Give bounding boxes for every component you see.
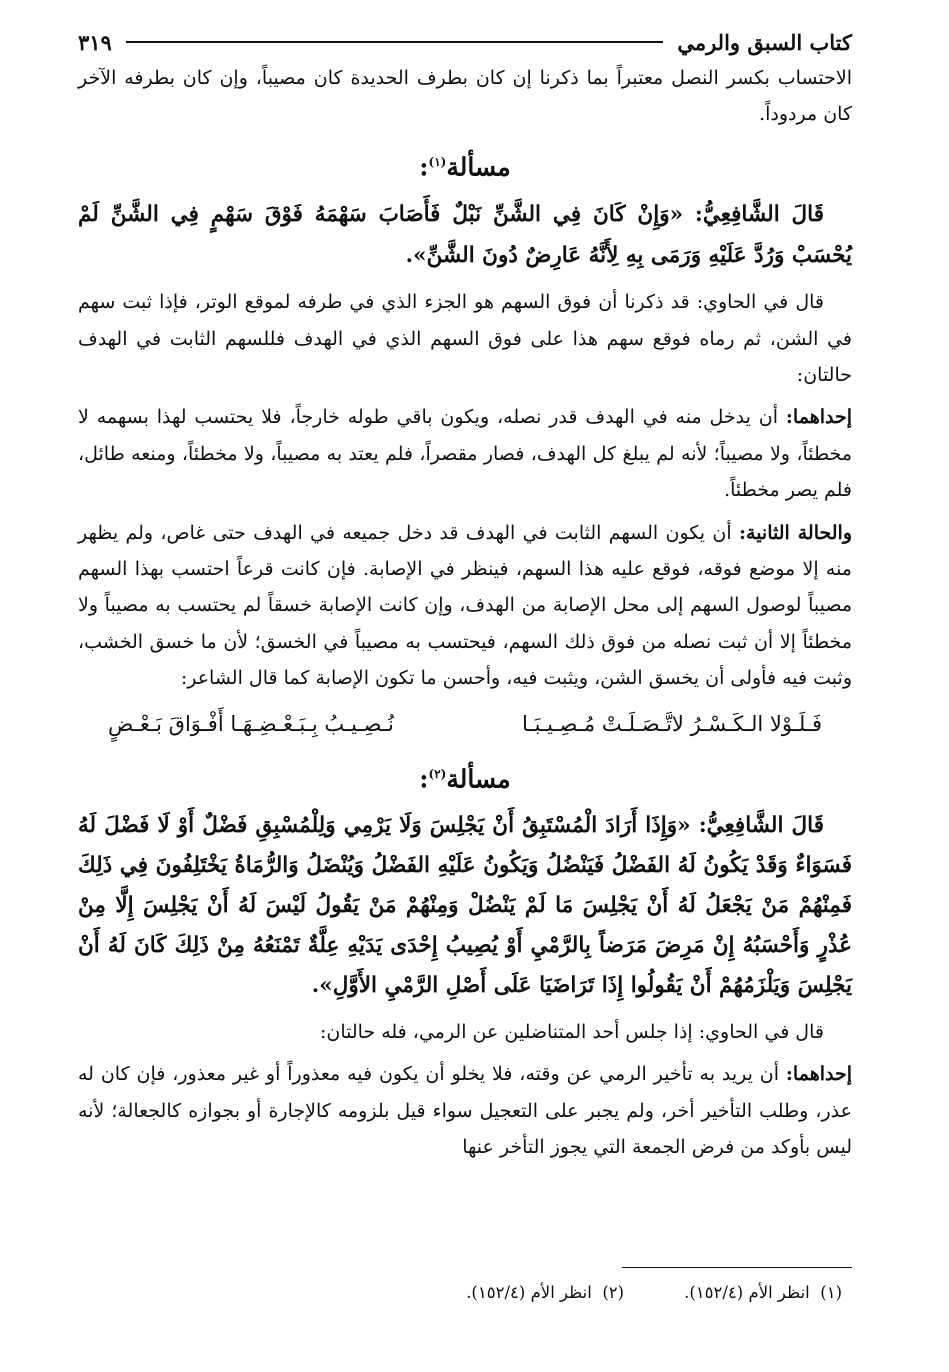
header-title: كتاب السبق والرمي xyxy=(677,29,852,55)
footnote-text: انظر الأم (١٥٢/٤). xyxy=(684,1283,810,1302)
case-paragraph-1 xyxy=(78,399,852,508)
footnote-1 xyxy=(684,1278,842,1308)
document-page xyxy=(78,22,853,1302)
footnote-2 xyxy=(466,1278,624,1308)
case-text: أن يريد به تأخير الرمي عن وقته، فلا يخلو أن يكون فيه معذوراً أو غير معذور، فإن كان له عذر، وطلب التأخير أخر، ولم يجبر على التعجيل سواء قيل بلزومه كالإجارة أو بجوازه كالجعالة؛ لأنه ليس بأوكد من فرض الجمعة التي يجوز التأخر عنها xyxy=(78,1063,852,1159)
footnote-ref-1[interactable]: (١) xyxy=(428,154,447,169)
section-heading-label: مسألة xyxy=(446,152,511,182)
footnote-divider xyxy=(622,1267,852,1268)
shafii-quote-2 xyxy=(78,806,852,1006)
hawi-paragraph-2: قال في الحاوي: إذا جلس أحد المتناضلين عن الرمي، فله حالتان: xyxy=(319,1020,824,1043)
case-text: أن يدخل منه في الهدف قدر نصله، ويكون باقي طوله خارجاً، فلا يحتسب لهذا بسهمه لا مخطئاً، ولا مصيباً؛ لأنه لم يبلغ كل الهدف، فصار مقصراً، فلم يعتد به مصيباً، ولا مخطئاً، ومنعه طائل، فلم يصر مخطئاً. xyxy=(78,406,852,502)
footnote-number: (١) xyxy=(820,1283,842,1302)
running-header xyxy=(78,22,852,62)
case-lead: إحداهما: xyxy=(785,406,852,429)
header-rule xyxy=(126,41,664,43)
case-lead: إحداهما: xyxy=(785,1063,853,1086)
heading-colon: : xyxy=(419,763,429,793)
heading-colon: : xyxy=(419,152,429,182)
footnotes xyxy=(78,1278,852,1308)
section-heading-label: مسألة xyxy=(446,763,511,793)
case-text: أن يكون السهم الثابت في الهدف قد دخل جميعه في الهدف حتى غاص، ولم يظهر منه إلا موضع فوقه، فوقع عليه هذا السهم، فينظر في الإصابة. فإن كانت قرعاً احتسب بهذا السهم مصيباً لوصول السهم إلى محل الإصابة من الهدف، وإن كانت الإصابة خسقاً لم يحتسب به مصيباً ولا مخطئاً إلا أن ثبت نصله من فوق ذلك السهم، فيحتسب به مصيباً في الخسق؛ لأن ما خسق الخشب، وثبت فيه فأولى أن يخسق الشن، ويثبت فيه، وأحسن ما تكون الإصابة كما قال الشاعر: xyxy=(78,521,852,690)
case-paragraph-2 xyxy=(78,515,852,697)
hawi-paragraph-1: قال في الحاوي: قد ذكرنا أن فوق السهم هو الجزء الذي في طرفه لموقع الوتر، فإذا ثبت سهم في الشن، ثم رماه فوقع سهم هذا على فوق السهم الذي في الهدف فللسهم الثابت في الهدف حالتان: xyxy=(78,291,852,386)
footnote-ref-2[interactable]: (٢) xyxy=(428,766,447,781)
footnote-text: انظر الأم (١٥٢/٤). xyxy=(466,1283,592,1302)
poetry-verse xyxy=(108,703,822,745)
verse-second-hemistich: نُـصِـيـبُ بِـبَـعْـضِـهَـا أَفْـوَاقَ بَـعْـضٍ xyxy=(108,711,394,736)
case-lead: والحالة الثانية: xyxy=(739,521,852,544)
case-paragraph-3 xyxy=(78,1056,852,1165)
quote-speaker: قَالَ الشَّافِعِيُّ: xyxy=(698,812,824,838)
shafii-quote-1 xyxy=(78,194,852,276)
intro-paragraph: الاحتساب بكسر النصل معتبراً بما ذكرنا إن كان بطرف الحديدة كان مصيباً، وإن كان بطرفه الآخر كان مردوداً. xyxy=(78,67,852,126)
quote-text: «وَإِذَا أَرَادَ الْمُسْتَبِقُ أَنْ يَجْلِسَ وَلَا يَرْمِي وَلِلْمُسْبِقِ فَضْلٌ أَوْ لَا فَضْلَ لَهُ فَسَوَاءٌ وَقَدْ يَكُونُ لَهُ الفَضْلُ فَيَنْضُلُ وَيَكُونُ عَلَيْهِ الفَضْلُ وَيُنْضَلُ وَالرُّمَاةُ يَخْتَلِفُونَ فِي ذَلِكَ فَمِنْهُمْ مَنْ يَجْعَلُ لَهُ أَنْ يَجْلِسَ مَا لَمْ يَنْضُلْ وَمِنْهُمْ مَنْ يَقُولُ لَيْسَ لَهُ أَنْ يَجْلِسَ إِلَّا مِنْ عُذْرٍ وَأَحْسَبُهُ إِنْ مَرِضَ مَرَضاً بِالرَّمْيِ أَوْ يُصِيبُ إِحْدَى يَدَيْهِ عِلَّةٌ تَمْنَعُهُ مِنْ ذَلِكَ كَانَ لَهُ أَنْ يَجْلِسَ وَيَلْزَمُهُمْ أَنْ يَقُولُوا إِذَا تَرَاضَيَا عَلَى أَصْلِ الرَّمْيِ الأَوَّلِ». xyxy=(78,812,852,998)
section-heading-1 xyxy=(78,143,852,186)
quote-text: «وَإِنْ كَانَ فِي الشَّنِّ نَبْلٌ فَأَصَابَ سَهْمَهُ فَوْقَ سَهْمٍ فِي الشَّنِّ لَمْ يُحْسَبْ وَرُدَّ عَلَيْهِ وَرَمَى بِهِ لِأَنَّهُ عَارِضٌ دُونَ الشَّنِّ». xyxy=(78,202,852,269)
section-heading-2 xyxy=(78,755,852,798)
quote-speaker: قَالَ الشَّافِعِيُّ: xyxy=(694,202,824,228)
verse-first-hemistich: فَـلَـوْلا الـكَـسْـرُ لاتَّـصَـلَـتْ مُـصِـيـبَـا xyxy=(522,711,822,736)
page-number: ٣١٩ xyxy=(78,29,112,55)
footnote-number: (٢) xyxy=(602,1283,625,1302)
